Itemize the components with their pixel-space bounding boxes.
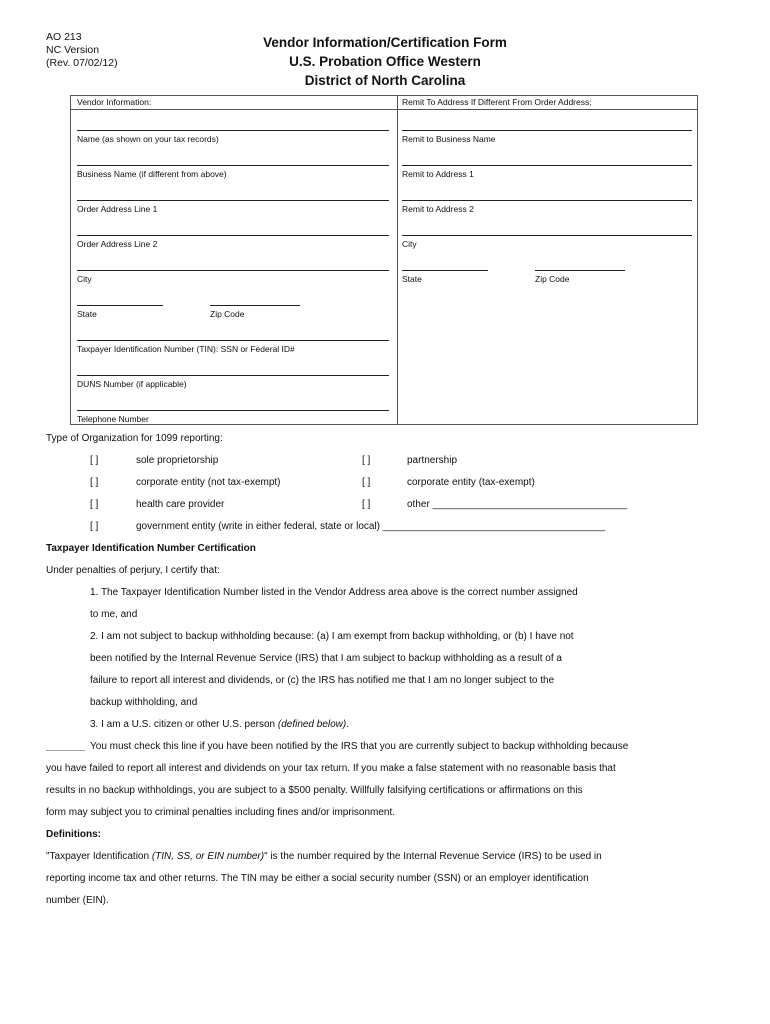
checkbox-corporate-not-exempt[interactable]: [ ] bbox=[90, 477, 99, 488]
business-name-label: Business Name (if different from above) bbox=[77, 169, 227, 179]
vendor-zip-field[interactable] bbox=[210, 305, 300, 306]
duns-field[interactable] bbox=[77, 375, 389, 376]
form-subtitle-office: U.S. Probation Office Western bbox=[289, 54, 481, 69]
definition-tin-line-3: number (EIN). bbox=[46, 895, 109, 906]
remit-zip-label: Zip Code bbox=[535, 274, 570, 284]
penalty-paragraph-line-2: you have failed to report all interest and dividends on your tax return. If you make a false statement with no reasonable basis that bbox=[46, 763, 616, 774]
remit-city-field[interactable] bbox=[402, 235, 692, 236]
checkbox-government-entity[interactable]: [ ] bbox=[90, 521, 99, 532]
definition-tin-suffix: " is the number required by the Internal Revenue Service (IRS) to be used in bbox=[264, 851, 602, 862]
definitions-heading: Definitions: bbox=[46, 829, 101, 840]
form-code: AO 213 bbox=[46, 31, 82, 43]
vendor-information-header: Vendor Information: bbox=[77, 97, 152, 107]
vendor-information-box bbox=[70, 95, 698, 425]
definition-tin-italic: (TIN, SS, or EIN number) bbox=[151, 851, 265, 862]
corporate-exempt-label: corporate entity (tax-exempt) bbox=[407, 477, 535, 488]
certification-item-2-line-3: failure to report all interest and dividends, or (c) the IRS has notified me that I am no longer subject to the bbox=[90, 675, 555, 686]
certification-item-2-line-4: backup withholding, and bbox=[90, 697, 198, 708]
order-address-2-field[interactable] bbox=[77, 235, 389, 236]
form-revision: (Rev. 07/02/12) bbox=[46, 57, 118, 69]
corporate-not-exempt-label: corporate entity (not tax-exempt) bbox=[136, 477, 281, 488]
order-address-1-field[interactable] bbox=[77, 200, 389, 201]
remit-state-label: State bbox=[402, 274, 422, 284]
box-header-rule bbox=[71, 109, 697, 110]
form-version: NC Version bbox=[46, 44, 100, 56]
sole-proprietorship-label: sole proprietorship bbox=[136, 455, 219, 466]
penalty-paragraph-line-3: results in no backup withholdings, you are subject to a $500 penalty. Willfully falsifying certifications or affirmations on this bbox=[46, 785, 583, 796]
certification-item-1-cont: to me, and bbox=[90, 609, 138, 620]
telephone-field[interactable] bbox=[77, 410, 389, 411]
checkbox-health-care-provider[interactable]: [ ] bbox=[90, 499, 99, 510]
remit-address-2-label: Remit to Address 2 bbox=[402, 204, 474, 214]
telephone-label: Telephone Number bbox=[77, 414, 149, 424]
form-subtitle-district: District of North Carolina bbox=[304, 73, 466, 88]
remit-business-name-field[interactable] bbox=[402, 130, 692, 131]
definition-tin-prefix: "Taxpayer Identification bbox=[46, 851, 152, 862]
remit-zip-field[interactable] bbox=[535, 270, 625, 271]
remit-address-1-field[interactable] bbox=[402, 165, 692, 166]
certification-item-2: 2. I am not subject to backup withholding because: (a) I am exempt from backup withholding, or (b) I have not bbox=[90, 631, 574, 642]
definition-tin-line-1 bbox=[46, 851, 602, 862]
checkbox-partnership[interactable]: [ ] bbox=[362, 455, 371, 466]
remit-address-2-field[interactable] bbox=[402, 200, 692, 201]
checkbox-sole-proprietorship[interactable]: [ ] bbox=[90, 455, 99, 466]
duns-label: DUNS Number (if applicable) bbox=[77, 379, 187, 389]
order-address-1-label: Order Address Line 1 bbox=[77, 204, 158, 214]
certification-item-1: 1. The Taxpayer Identification Number listed in the Vendor Address area above is the correct number assigned bbox=[90, 587, 578, 598]
remit-to-header: Remit To Address If Different From Order Address: bbox=[402, 97, 592, 107]
vendor-name-field[interactable] bbox=[77, 130, 389, 131]
vendor-state-field[interactable] bbox=[77, 305, 163, 306]
penalty-paragraph-line-4: form may subject you to criminal penalties including fines and/or imprisonment. bbox=[46, 807, 396, 818]
checkbox-corporate-exempt[interactable]: [ ] bbox=[362, 477, 371, 488]
item-3-defined-below: (defined below) bbox=[277, 719, 347, 730]
form-title: Vendor Information/Certification Form bbox=[263, 35, 507, 50]
backup-withholding-notice: You must check this line if you have been notified by the IRS that you are currently subject to backup withholding because bbox=[90, 741, 629, 752]
certification-item-2-line-2: been notified by the Internal Revenue Service (IRS) that I am subject to backup withholding as a result of a bbox=[90, 653, 562, 664]
item-3-period: . bbox=[346, 719, 350, 730]
vendor-name-label: Name (as shown on your tax records) bbox=[77, 134, 219, 144]
health-care-provider-label: health care provider bbox=[136, 499, 225, 510]
business-name-field[interactable] bbox=[77, 165, 389, 166]
checkbox-other[interactable]: [ ] bbox=[362, 499, 371, 510]
order-address-2-label: Order Address Line 2 bbox=[77, 239, 158, 249]
tin-label: Taxpayer Identification Number (TIN): SSN or Federal ID# bbox=[77, 344, 295, 354]
vendor-state-label: State bbox=[77, 309, 97, 319]
item-3-text: 3. I am a U.S. citizen or other U.S. person bbox=[90, 719, 278, 730]
remit-state-field[interactable] bbox=[402, 270, 488, 271]
definition-tin-line-2: reporting income tax and other returns. The TIN may be either a social security number (SSN) or an employer identification bbox=[46, 873, 589, 884]
government-entity-label: government entity (write in either federal, state or local) ________________________________________ bbox=[136, 521, 606, 532]
remit-address-1-label: Remit to Address 1 bbox=[402, 169, 474, 179]
vendor-city-label: City bbox=[77, 274, 92, 284]
certification-item-3 bbox=[90, 719, 349, 730]
remit-business-name-label: Remit to Business Name bbox=[402, 134, 496, 144]
other-label: other ___________________________________ bbox=[407, 499, 628, 510]
box-column-divider bbox=[397, 96, 398, 424]
partnership-label: partnership bbox=[407, 455, 458, 466]
vendor-city-field[interactable] bbox=[77, 270, 389, 271]
tin-field[interactable] bbox=[77, 340, 389, 341]
vendor-zip-label: Zip Code bbox=[210, 309, 245, 319]
remit-city-label: City bbox=[402, 239, 417, 249]
org-type-heading: Type of Organization for 1099 reporting: bbox=[46, 433, 223, 444]
certification-intro: Under penalties of perjury, I certify that: bbox=[46, 565, 220, 576]
certification-heading: Taxpayer Identification Number Certification bbox=[46, 543, 256, 554]
backup-withholding-check-line[interactable]: _______ bbox=[46, 741, 85, 752]
